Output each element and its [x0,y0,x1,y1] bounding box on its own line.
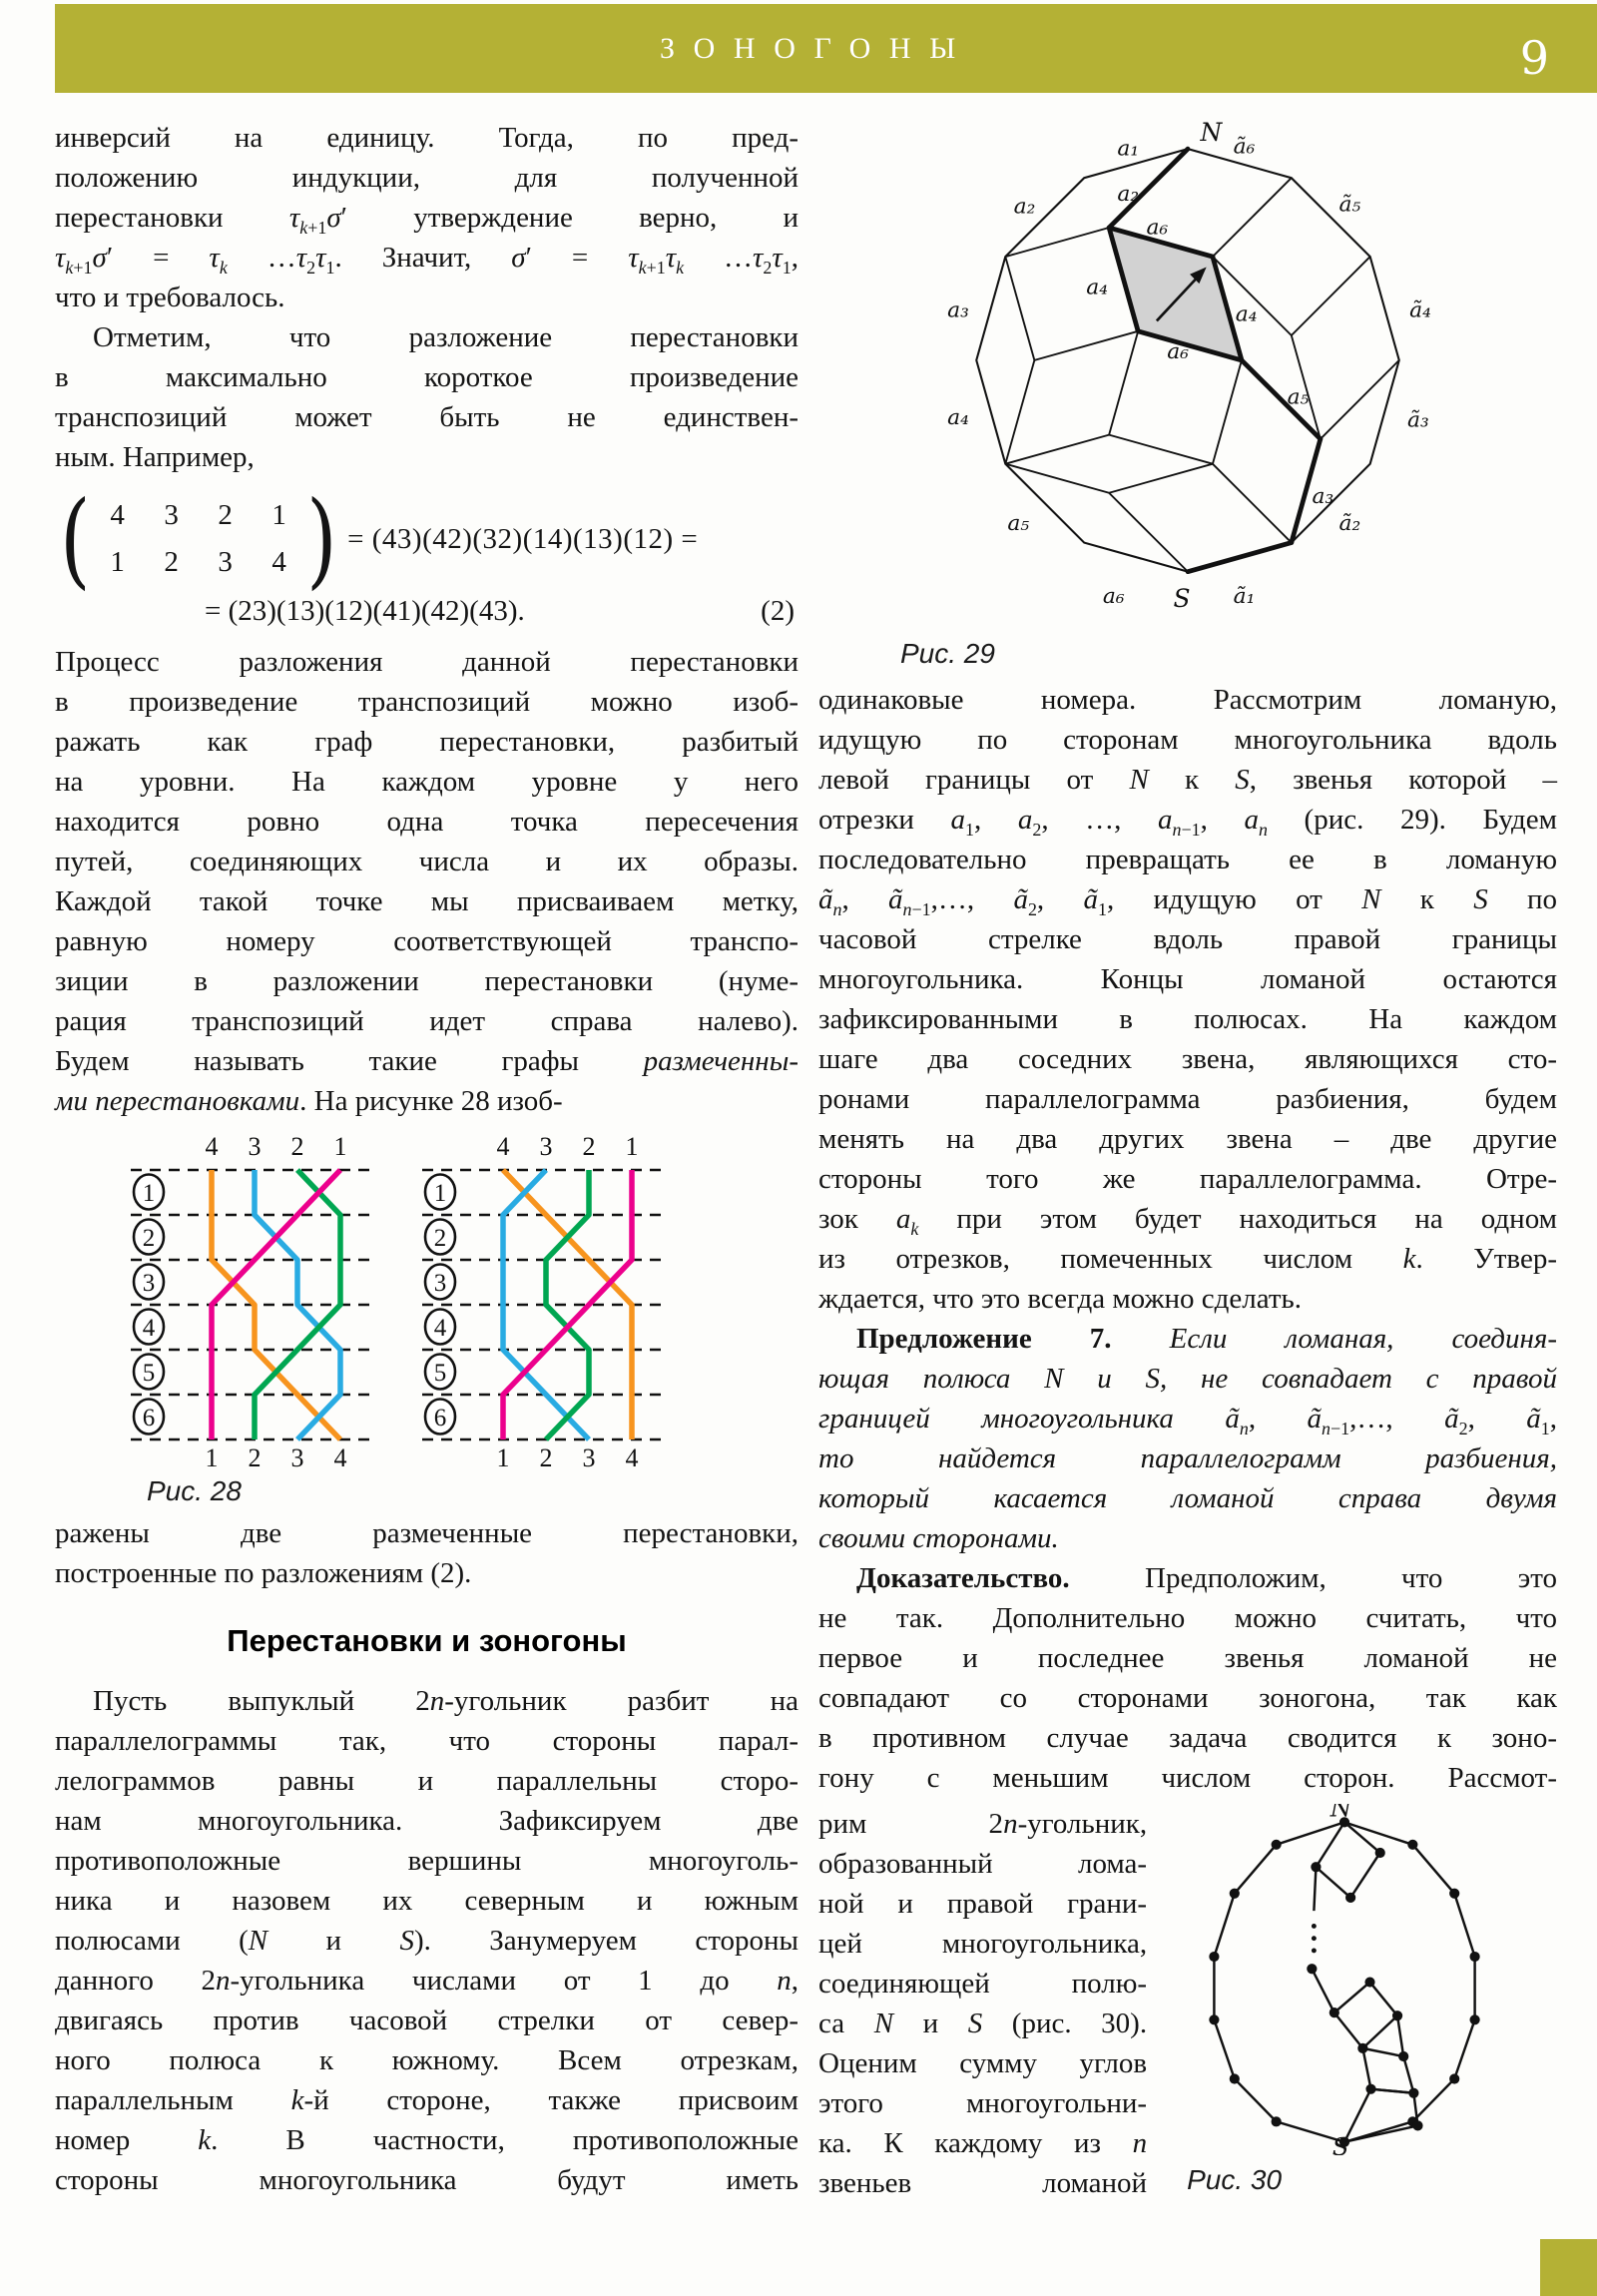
figure-29-caption: Рис. 29 [900,638,995,669]
right-column [818,118,1557,2203]
svg-text:2: 2 [290,1135,304,1161]
text-line: стороны многоугольника будут иметь [55,2164,798,2196]
text-line: Отметим, что разложение перестановки [93,321,798,353]
header-band [55,4,1597,93]
svg-text:1: 1 [625,1135,639,1161]
text-line: противоположные вершины многоуголь- [55,1845,798,1877]
svg-text:a₄: a₄ [1086,275,1108,300]
left-paren: ( [60,478,91,600]
right-paren: ) [305,478,337,600]
text-line: инверсий на единицу. Тогда, по пред- [55,122,798,154]
text-line: стороны того же параллелограмма. Отре- [818,1163,1557,1195]
svg-text:4: 4 [496,1135,510,1161]
svg-text:a₆: a₆ [1167,338,1189,364]
svg-text:a₆: a₆ [1146,215,1169,241]
svg-text:6: 6 [142,1405,156,1432]
matrix-cell: 2 [218,499,233,531]
text-line: своими сторонами. [818,1522,1059,1554]
text-line: в противном случае задача сводится к зоно- [818,1722,1557,1754]
text-line: менять на два других звена – две другие [818,1123,1557,1155]
figure-30-caption: Рис. 30 [1187,2164,1283,2195]
text-line: не так. Дополнительно можно считать, что [818,1602,1557,1634]
text-line: рим 2n-угольник, [818,1808,1148,1840]
svg-text:3: 3 [582,1443,596,1469]
text-line: этого многоугольни- [818,2087,1148,2119]
proposition-paragraph [818,1319,1557,1558]
permutation-diagram-right [418,1135,668,1469]
text-line: Каждой такой точке мы присваиваем метку, [55,885,798,917]
svg-text:ã₃: ã₃ [1407,407,1429,433]
text-line: ражать как граф перестановки, разбитый [55,726,798,758]
text-line: положению индукции, для полученной [55,162,798,194]
svg-text:4: 4 [625,1443,639,1469]
svg-text:ã₆: ã₆ [1233,134,1256,160]
text-line: часовой стрелке вдоль правой границы [818,923,1557,955]
pole-n-label: N [1330,1804,1352,1823]
matrix-cell: 4 [110,499,125,531]
text-line: последовательно превращать ее в ломаную [818,844,1557,875]
matrix-cell: 2 [164,546,179,578]
paragraph [55,317,798,477]
polygon-drawing [1159,1804,1530,2155]
text-line: цей многоугольника, [818,1928,1148,1960]
proof-paragraph [818,1558,1557,1798]
corner-decoration [1540,2239,1597,2296]
svg-text:a₃: a₃ [947,297,969,323]
text-line: $ã_n$, $ã_{n-1},\dots$, $ã_2$, $ã_1$, идущую от N к S по [818,883,1558,919]
page-number: 9 [1519,31,1549,85]
svg-text:4: 4 [205,1135,219,1161]
svg-text:ã₄: ã₄ [1409,297,1431,323]
paragraph [55,642,798,1121]
text-line: ражены две размеченные перестановки, [55,1517,798,1549]
text-line: отрезки $a_1$, $a_2$, …, $a_{n-1}$, $a_n$ (рис. 29). Будем [818,804,1558,840]
svg-text:3: 3 [539,1135,553,1161]
svg-text:2: 2 [248,1443,262,1469]
svg-text:5: 5 [142,1360,156,1387]
text-line: совпадают со сторонами зоногона, так как [818,1682,1557,1714]
text-line: параллельным k-й стороне, также присвоим [55,2084,798,2116]
svg-text:ã₅: ã₅ [1338,192,1361,218]
text-line: образованный лома- [818,1848,1148,1880]
ellipsis-dots [1312,1924,1317,1953]
svg-text:1: 1 [142,1180,156,1207]
permutation-matrix [96,499,301,579]
svg-text:2: 2 [582,1135,596,1161]
svg-text:a₅: a₅ [1287,384,1310,410]
text-line: Оценим сумму углов [818,2047,1148,2079]
svg-text:a₂: a₂ [1117,182,1140,208]
paragraph [55,118,798,317]
text-line: данного 2n-угольника числами от 1 до n, [55,1965,798,1997]
svg-text:3: 3 [290,1443,304,1469]
text-line: в произведение транспозиций можно изоб- [55,686,798,718]
figure-28-caption: Рис. 28 [147,1475,242,1506]
text-line: то найдется параллелограмм разбиения, [818,1442,1557,1474]
text-line: ника и назовем их северным и южным [55,1885,798,1917]
text-line: зок $a_k$ при этом будет находиться на одном [818,1203,1557,1239]
text-line: $\tau_{k+1}\sigma' = \tau_k$ $\dots\tau_2\tau_1$. Значит, $\sigma' = \tau_{k+1}\tau_k$ $\dots\tau_2\tau_1$, [55,242,799,278]
text-line: номер k. В частности, противоположные [55,2124,798,2156]
text-line: границей многоугольника $ã_n$, $ã_{n-1},\dots$, $ã_2$, $ã_1$, [818,1403,1558,1438]
text-line: Будем называть такие графы размеченны- [55,1045,798,1077]
text-line: путей, соединяющих числа и их образы. [55,846,798,877]
text-line: полюсами (N и S). Занумеруем стороны [55,1925,798,1957]
text-line: Доказательство. Предположим, что это [856,1562,1557,1594]
left-edge-labels [947,136,1139,608]
left-column [55,118,798,2203]
figure-29 [818,118,1557,670]
svg-text:1: 1 [496,1443,510,1469]
text-line: транспозиций может быть не единствен- [55,401,798,433]
paragraph [55,1513,798,1593]
formula-rhs2: = (23)(13)(12)(41)(42)(43). [205,595,525,627]
svg-text:3: 3 [248,1135,262,1161]
text-line: шаге два соседних звена, являющихся сто- [818,1043,1557,1075]
text-line: ющая полюса N и S, не совпадает с правой [818,1363,1557,1395]
figure-28 [55,1135,798,1507]
matrix-cell: 3 [218,546,233,578]
text-line: са N и S (рис. 30). [818,2008,1148,2039]
svg-text:2: 2 [433,1225,447,1252]
svg-text:1: 1 [433,1180,447,1207]
section-heading: Перестановки и зоногоны [227,1623,627,1658]
svg-text:1: 1 [205,1443,219,1469]
matrix-cell: 3 [164,499,179,531]
svg-text:2: 2 [142,1225,156,1252]
svg-text:ã₂: ã₂ [1338,511,1361,537]
formula-rhs1: = (43)(42)(32)(14)(13)(12) = [347,522,699,555]
text-line: ка. К каждому из n [818,2127,1148,2159]
zonogon-drawing [918,118,1457,636]
text-line: нам многоугольника. Зафиксируем две [55,1805,798,1837]
pole-n-label: N [1200,118,1223,147]
text-line: Процесс разложения данной перестановки [55,646,798,678]
paragraph [55,1681,798,2200]
svg-text:4: 4 [333,1443,347,1469]
text-line: зафиксированными в полюсах. На каждом [818,1003,1557,1035]
matrix-cell: 4 [271,546,286,578]
text-line: ждается, что это всегда можно сделать. [818,1283,1303,1315]
svg-text:a₁: a₁ [1117,136,1140,162]
svg-text:a₆: a₆ [1102,583,1125,609]
text-line: лелограммов равны и параллельны сторо- [55,1765,798,1797]
paragraph [818,680,1557,1319]
svg-text:3: 3 [142,1270,156,1297]
svg-text:a₄: a₄ [947,405,969,431]
text-line: Предложение 7. Если ломаная, соединя- [856,1323,1558,1355]
text-line: левой границы от N к S, звенья которой – [818,764,1557,796]
page-title: ЗОНОГОНЫ [660,31,974,65]
text-line: ной и правой грани- [818,1888,1148,1920]
text-line: из отрезков, помеченных числом k. Утвер- [818,1243,1557,1275]
text-line: одинаковые номера. Рассмотрим ломаную, [818,684,1557,716]
svg-text:6: 6 [433,1405,447,1432]
text-line: ронами параллелограмма разбиения, будем [818,1083,1557,1115]
svg-text:1: 1 [333,1135,347,1161]
text-line: зиции в разложении перестановки (нуме- [55,965,798,997]
text-line: находится ровно одна точка пересечения [55,806,798,838]
svg-text:a₂: a₂ [1013,194,1036,220]
text-line: в максимально короткое произведение [55,361,798,393]
matrix-cell: 1 [110,546,125,578]
permutation-diagram-left [127,1135,376,1469]
svg-text:4: 4 [142,1315,156,1342]
text-line: построенные по разложениям (2). [55,1557,472,1589]
text-line: идущую по сторонам многоугольника вдоль [818,724,1557,756]
svg-text:5: 5 [433,1360,447,1387]
text-line: Пусть выпуклый 2n-угольник разбит на [93,1685,798,1717]
equation-number: (2) [761,595,795,627]
text-line: равную номеру соответствующей транспо- [55,925,798,957]
text-line: двигаясь против часовой стрелки от север- [55,2005,798,2036]
text-line: первое и последнее звенья ломаной не [818,1642,1557,1674]
text-line: звеньев ломаной [818,2167,1148,2199]
wrapped-paragraph [818,1804,1147,2203]
svg-text:3: 3 [433,1270,447,1297]
text-line: рация транспозиций идет справа налево). [55,1005,798,1037]
text-line: перестановки $\tau_{k+1}\sigma'$ утверждение верно, и [55,202,798,238]
svg-text:4: 4 [433,1315,447,1342]
svg-text:ã₁: ã₁ [1233,583,1256,609]
text-line: ного полюса к южному. Всем отрезкам, [55,2044,798,2076]
svg-text:a₃: a₃ [1312,484,1334,510]
bold-broken-line [1109,149,1321,572]
svg-text:a₅: a₅ [1007,511,1030,537]
pole-s-label: S [1331,2132,1349,2155]
text-line: ми перестановками. На рисунке 28 изоб- [55,1085,563,1117]
text-line: который касается ломаной справа двумя [818,1482,1557,1514]
text-line: гону с меньшим числом сторон. Рассмот- [818,1762,1557,1794]
vertex-dots [1209,1817,1479,2147]
text-line: ным. Например, [55,441,255,473]
svg-text:2: 2 [539,1443,553,1469]
equation-2 [55,478,798,628]
text-line: соединяющей полю- [818,1968,1148,2000]
pole-s-label: S [1173,583,1191,613]
text-line: многоугольника. Концы ломаной остаются [818,963,1557,995]
text-line: что и требовалось. [55,282,285,313]
text-line: на уровни. На каждом уровне у него [55,766,798,798]
matrix-cell: 1 [271,499,286,531]
svg-text:a₄: a₄ [1235,301,1258,327]
text-line: параллелограммы так, что стороны парал- [55,1725,798,1757]
figure-30 [1147,1804,1557,2203]
